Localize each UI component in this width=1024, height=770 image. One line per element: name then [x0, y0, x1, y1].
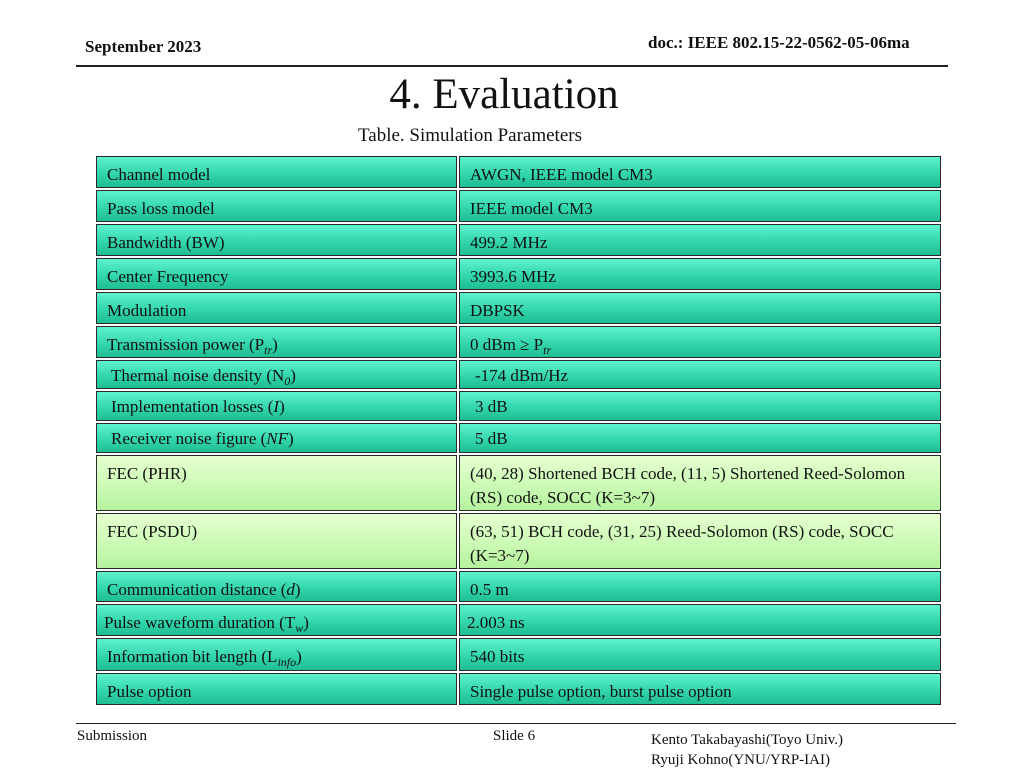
param-name-text: Communication distance (	[107, 580, 287, 599]
param-symbol: d	[286, 580, 295, 599]
table-row	[96, 638, 941, 671]
table-row	[96, 673, 941, 705]
param-symbol-sub: w	[295, 621, 304, 635]
table-row	[96, 190, 941, 222]
param-name-text: Pulse waveform duration (T	[104, 613, 296, 632]
footer-slide-number: Slide 6	[493, 728, 536, 744]
param-name: FEC (PSDU)	[96, 513, 457, 569]
param-symbol-sub: info	[277, 655, 297, 669]
slide-title-text: 4. Evaluation	[389, 71, 619, 118]
param-name	[96, 604, 457, 636]
param-name-end: )	[290, 366, 296, 385]
param-value: DBPSK	[459, 292, 941, 324]
param-name: Bandwidth (BW)	[96, 224, 457, 256]
param-symbol-sub: tr	[264, 343, 273, 357]
param-name-text: Implementation losses (	[111, 397, 274, 416]
param-value: 5 dB	[459, 423, 941, 453]
table-row	[96, 455, 941, 511]
table-row	[96, 326, 941, 358]
param-name-text: Transmission power (P	[107, 335, 265, 354]
footer-submission: Submission	[77, 728, 148, 744]
param-value: IEEE model CM3	[459, 190, 941, 222]
table-row	[96, 571, 941, 602]
param-value: (63, 51) BCH code, (31, 25) Reed-Solomon (RS) code, SOCC (K=3~7)	[459, 513, 941, 569]
param-symbol: I	[273, 397, 280, 416]
param-symbol-sub: 0	[284, 374, 291, 388]
param-name-text: Thermal noise density (N	[111, 366, 285, 385]
table-row	[96, 258, 941, 290]
param-value	[459, 326, 941, 358]
param-value-text: 0 dBm ≥ P	[470, 335, 544, 354]
table-row	[96, 156, 941, 188]
param-name	[96, 326, 457, 358]
param-name-end: )	[272, 335, 278, 354]
table-row	[96, 391, 941, 421]
footer-authors	[651, 730, 843, 770]
table-row	[96, 360, 941, 389]
param-name: Modulation	[96, 292, 457, 324]
param-value: 3993.6 MHz	[459, 258, 941, 290]
param-value: -174 dBm/Hz	[459, 360, 941, 389]
param-name: FEC (PHR)	[96, 455, 457, 511]
param-value: 499.2 MHz	[459, 224, 941, 256]
param-value-sub: tr	[543, 343, 552, 357]
param-value: (40, 28) Shortened BCH code, (11, 5) Shortened Reed-Solomon (RS) code, SOCC (K=3~7)	[459, 455, 941, 511]
param-name: Pulse option	[96, 673, 457, 705]
header-doc-id: doc.: IEEE 802.15-22-0562-05-06ma	[648, 33, 910, 52]
param-name	[96, 571, 457, 602]
simulation-parameters-table	[96, 156, 941, 707]
param-value: AWGN, IEEE model CM3	[459, 156, 941, 188]
header-date: September 2023	[85, 37, 202, 56]
param-name	[96, 638, 457, 671]
param-name	[96, 360, 457, 389]
footer-author: Ryuji Kohno(YNU/YRP-IAI)	[651, 752, 830, 768]
table-row	[96, 513, 941, 569]
header-divider	[76, 65, 948, 67]
param-name-end: )	[294, 580, 301, 599]
table-row	[96, 604, 941, 636]
param-name-text: Information bit length (L	[107, 647, 278, 666]
footer-divider	[76, 723, 956, 724]
param-name-end: )	[288, 429, 294, 448]
param-name-end: )	[303, 613, 309, 632]
slide-title	[0, 70, 1024, 119]
table-row	[96, 224, 941, 256]
param-name: Pass loss model	[96, 190, 457, 222]
param-name-end: )	[279, 397, 285, 416]
param-name-end: )	[296, 647, 302, 666]
table-row	[96, 292, 941, 324]
param-name: Channel model	[96, 156, 457, 188]
param-name-text: Receiver noise figure (	[111, 429, 267, 448]
param-name: Center Frequency	[96, 258, 457, 290]
param-name	[96, 423, 457, 453]
table-row	[96, 423, 941, 453]
param-value: 0.5 m	[459, 571, 941, 602]
param-value: Single pulse option, burst pulse option	[459, 673, 941, 705]
footer-author: Kento Takabayashi(Toyo Univ.)	[651, 732, 844, 748]
table-caption: Table. Simulation Parameters	[358, 125, 582, 146]
param-value: 3 dB	[459, 391, 941, 421]
param-value: 2.003 ns	[459, 604, 941, 636]
param-name	[96, 391, 457, 421]
param-value: 540 bits	[459, 638, 941, 671]
param-symbol: NF	[266, 429, 289, 448]
